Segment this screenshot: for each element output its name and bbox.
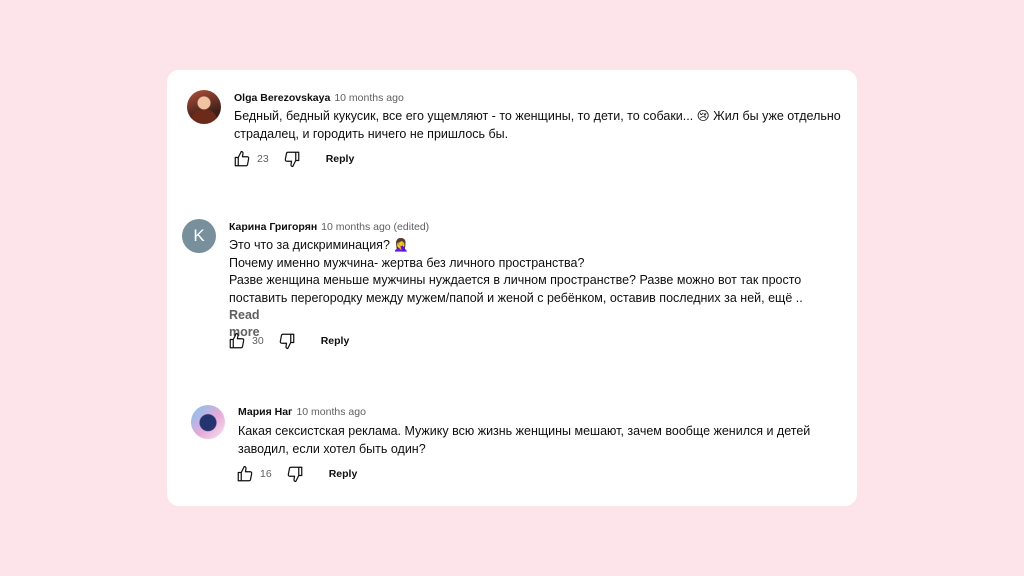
comment-line: Это что за дискриминация? 🤦‍♀️ [229,238,409,252]
comment-line: заводил, если хотел быть один? [238,441,426,456]
comment-text [238,423,810,458]
comment-line: Разве женщина меньше мужчины нуждается в личном пространстве? Разве можно вот так просто [229,273,802,287]
comment-author[interactable]: Мария Наг [238,406,293,418]
comment-author[interactable]: Карина Григорян [229,221,318,233]
comment-header [229,220,429,234]
avatar[interactable] [182,219,216,253]
thumbs-up-icon[interactable] [235,464,255,484]
reply-button[interactable]: Reply [328,468,358,480]
like-count: 16 [260,468,272,480]
comment-line: страдалец, и городить ничего не пришлось бы. [234,126,509,141]
comment-timestamp[interactable]: 10 months ago [296,406,366,418]
thumbs-down-icon[interactable] [277,331,297,351]
comment-timestamp[interactable]: 10 months ago [334,92,404,104]
comment-author[interactable]: Olga Berezovskaya [234,92,331,104]
comment-line: поставить перегородку между мужем/папой и женой с ребёнком, оставив последних за ней, ещё .. [229,290,803,305]
thumbs-up-icon[interactable] [227,331,247,351]
read-more-link[interactable]: Read more [229,308,260,339]
avatar-letter: K [193,226,205,245]
comment-actions [227,331,349,351]
comment-line: Бедный, бедный кукусик, все его ущемляют - то женщины, то дети, то собаки... 😢 Жил бы уже отдельно [234,109,841,123]
comment-line: Какая сексистская реклама. Мужику всю жизнь женщины мешают, зачем вообще женился и детей [238,424,811,438]
comment-actions [235,464,357,484]
comments-card [167,70,857,506]
like-count: 30 [252,335,264,347]
avatar[interactable] [187,90,221,124]
like-count: 23 [257,153,269,165]
comment-text [229,237,803,307]
thumbs-up-icon[interactable] [232,149,252,169]
thumbs-down-icon[interactable] [282,149,302,169]
comment-line: Почему именно мужчина- жертва без личного пространства? [229,255,585,270]
comment-timestamp[interactable]: 10 months ago (edited) [321,221,430,233]
thumbs-down-icon[interactable] [285,464,305,484]
avatar[interactable] [191,405,225,439]
comment-actions [232,149,354,169]
reply-button[interactable]: Reply [325,153,355,165]
reply-button[interactable]: Reply [320,335,350,347]
comment-text [234,108,841,143]
comment-header [238,405,366,419]
comment-header [234,91,404,105]
